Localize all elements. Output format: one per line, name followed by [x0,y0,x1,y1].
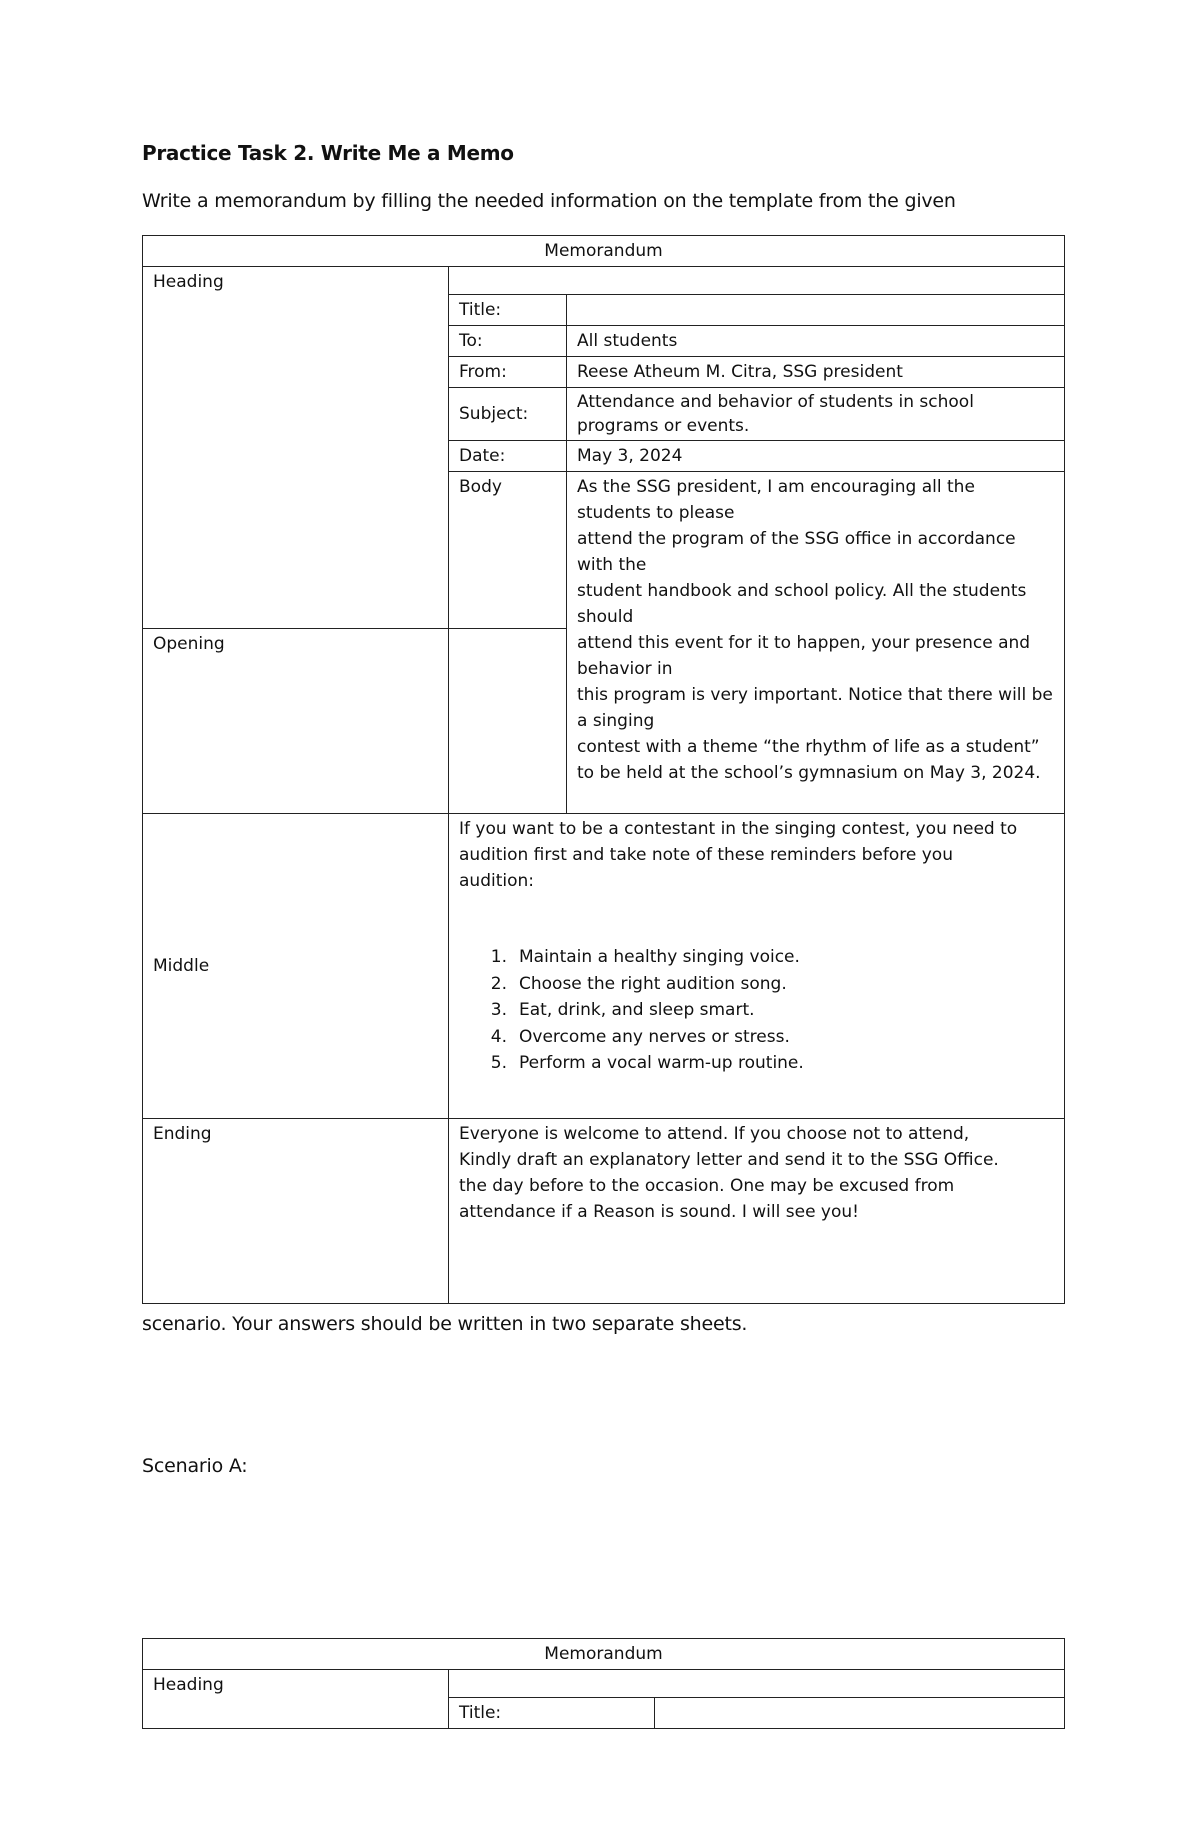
reminder-number: 1. [490,947,507,967]
ending-line: the day before to the occasion. One may be excused from [459,1176,955,1196]
memo-b-header: Memorandum [143,1639,1065,1670]
opening-line: As the SSG president, I am encouraging all the students to please [577,477,975,523]
scenario-a-label: Scenario A: [142,1455,248,1477]
reminder-number: 4. [490,1026,507,1047]
reminder-item [459,944,1054,971]
date-value: May 3, 2024 [567,441,1065,472]
middle-intro-text [459,816,1054,894]
opening-content [567,472,1065,814]
opening-line: student handbook and school policy. All the students should [577,581,1027,627]
heading-blank-cell [449,267,1065,295]
title-label: Title: [449,295,567,326]
instructions-continued: scenario. Your answers should be written in two separate sheets. [142,1313,748,1335]
reminder-text: Eat, drink, and sleep smart. [519,1000,755,1020]
subject-value: Attendance and behavior of students in school programs or events. [567,388,1065,441]
memo-b-heading-blank[interactable] [449,1670,1065,1698]
ending-text [459,1121,1054,1225]
opening-line: this program is very important. Notice that there will be a singing [577,685,1053,731]
from-label: From: [449,357,567,388]
middle-content [449,814,1065,1119]
opening-label: Opening [143,629,449,814]
opening-line: attend the program of the SSG office in accordance with the [577,529,1016,575]
reminder-item [459,1024,1054,1051]
reminder-text: Maintain a healthy singing voice. [519,947,800,967]
body-label: Body [449,472,567,629]
ending-content [449,1119,1065,1304]
ending-line: Everyone is welcome to attend. If you choose not to attend, [459,1124,970,1144]
reminder-item [459,997,1054,1024]
reminder-item [459,1050,1054,1077]
reminder-number: 3. [490,1000,507,1020]
reminder-text: Choose the right audition song. [519,973,787,994]
reminder-list [459,944,1054,1077]
memo-b-title-label: Title: [449,1698,655,1729]
reminder-number: 5. [490,1053,507,1073]
ending-line: attendance if a Reason is sound. I will see you! [459,1202,859,1222]
ending-line: Kindly draft an explanatory letter and send it to the SSG Office. [459,1150,999,1170]
from-value: Reese Atheum M. Citra, SSG president [567,357,1065,388]
page-title: Practice Task 2. Write Me a Memo [142,141,514,165]
opening-text [577,474,1054,786]
instructions-text: Write a memorandum by filling the needed information on the template from the given [142,190,956,212]
memo-template-table [142,235,1065,1304]
ending-label: Ending [143,1119,449,1304]
reminder-item [459,971,1054,998]
reminder-text: Overcome any nerves or stress. [519,1026,790,1047]
date-label: Date: [449,441,567,472]
memo-b-title-value[interactable] [655,1698,1065,1729]
reminder-number: 2. [490,973,507,994]
subject-label: Subject: [449,388,567,441]
middle-intro-line: audition first and take note of these reminders before you [459,845,953,865]
title-value [567,295,1065,326]
scenario-a-memo-table [142,1638,1065,1729]
middle-intro-line: If you want to be a contestant in the singing contest, you need to [459,819,1018,839]
to-label: To: [449,326,567,357]
middle-label: Middle [143,814,449,1119]
heading-label: Heading [143,267,449,629]
reminder-text: Perform a vocal warm-up routine. [519,1053,804,1073]
middle-intro-line: audition: [459,871,534,891]
memo-header: Memorandum [143,236,1065,267]
opening-line: to be held at the school’s gymnasium on May 3, 2024. [577,763,1041,783]
opening-line: contest with a theme “the rhythm of life as a student” [577,737,1040,757]
to-value: All students [567,326,1065,357]
memo-b-heading-label: Heading [143,1670,449,1729]
opening-line: attend this event for it to happen, your presence and behavior in [577,633,1031,679]
